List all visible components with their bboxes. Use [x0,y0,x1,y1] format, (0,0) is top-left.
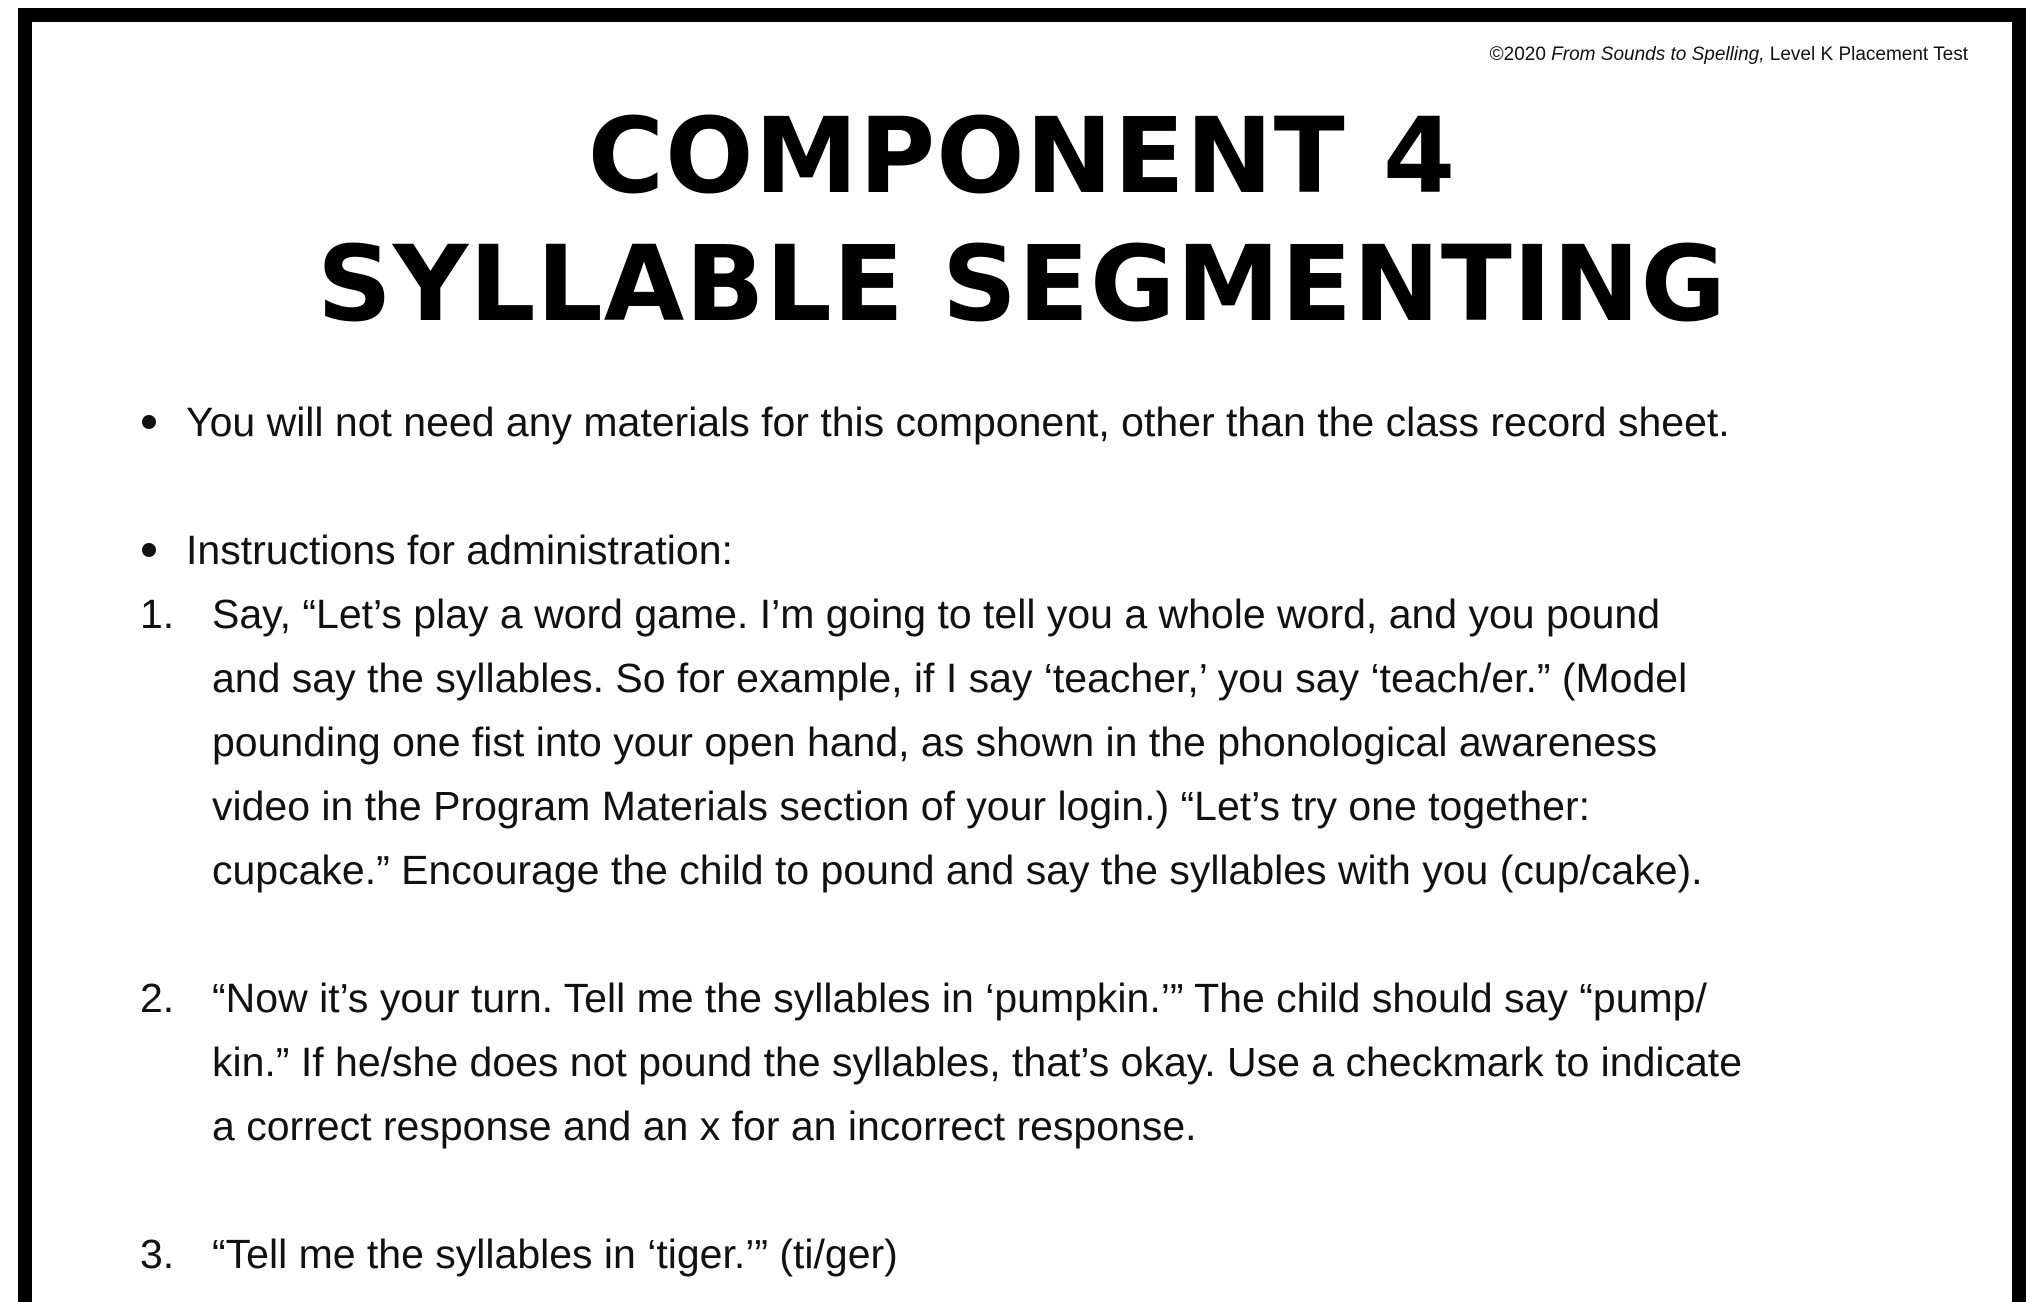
step-line: video in the Program Materials section of your login.) “Let’s try one together: [212,783,1590,829]
title-line-1: COMPONENT 4 [587,95,1457,217]
bullet-item-instructions [124,518,2004,582]
copyright-suffix: Level K Placement Test [1764,44,1968,65]
bullet-text: Instructions for administration: [186,527,733,573]
page-title [32,92,2012,348]
step-number: 2. [140,975,175,1021]
page-frame [18,8,2026,1302]
bullet-icon [142,415,156,429]
step-line: “Tell me the syllables in ‘tiger.’” (ti/ger) [212,1231,898,1277]
copyright-title: From Sounds to Spelling, [1551,44,1765,65]
step-1 [124,582,2004,902]
bullet-item-materials [124,390,2004,454]
bullet-text: You will not need any materials for this component, other than the class record sheet. [186,399,1730,445]
copyright-prefix: ©2020 [1489,44,1552,65]
step-line: a correct response and an x for an incorrect response. [212,1103,1197,1149]
step-number: 1. [140,591,175,637]
bullet-icon [142,543,156,557]
step-line: pounding one fist into your open hand, as shown in the phonological awareness [212,719,1658,765]
title-line-2: SYLLABLE SEGMENTING [317,223,1727,345]
step-2 [124,966,2004,1158]
instructions-body [124,390,2004,1286]
step-line: “Now it’s your turn. Tell me the syllables in ‘pumpkin.’” The child should say “pump/ [212,975,1707,1021]
step-line: cupcake.” Encourage the child to pound and say the syllables with you (cup/cake). [212,847,1703,893]
step-line: and say the syllables. So for example, if I say ‘teacher,’ you say ‘teach/er.” (Model [212,655,1688,701]
step-3 [124,1222,2004,1286]
step-line: kin.” If he/she does not pound the syllables, that’s okay. Use a checkmark to indicate [212,1039,1742,1085]
step-line: Say, “Let’s play a word game. I’m going to tell you a whole word, and you pound [212,591,1660,637]
copyright-notice [1490,44,1968,66]
step-number: 3. [140,1231,175,1277]
